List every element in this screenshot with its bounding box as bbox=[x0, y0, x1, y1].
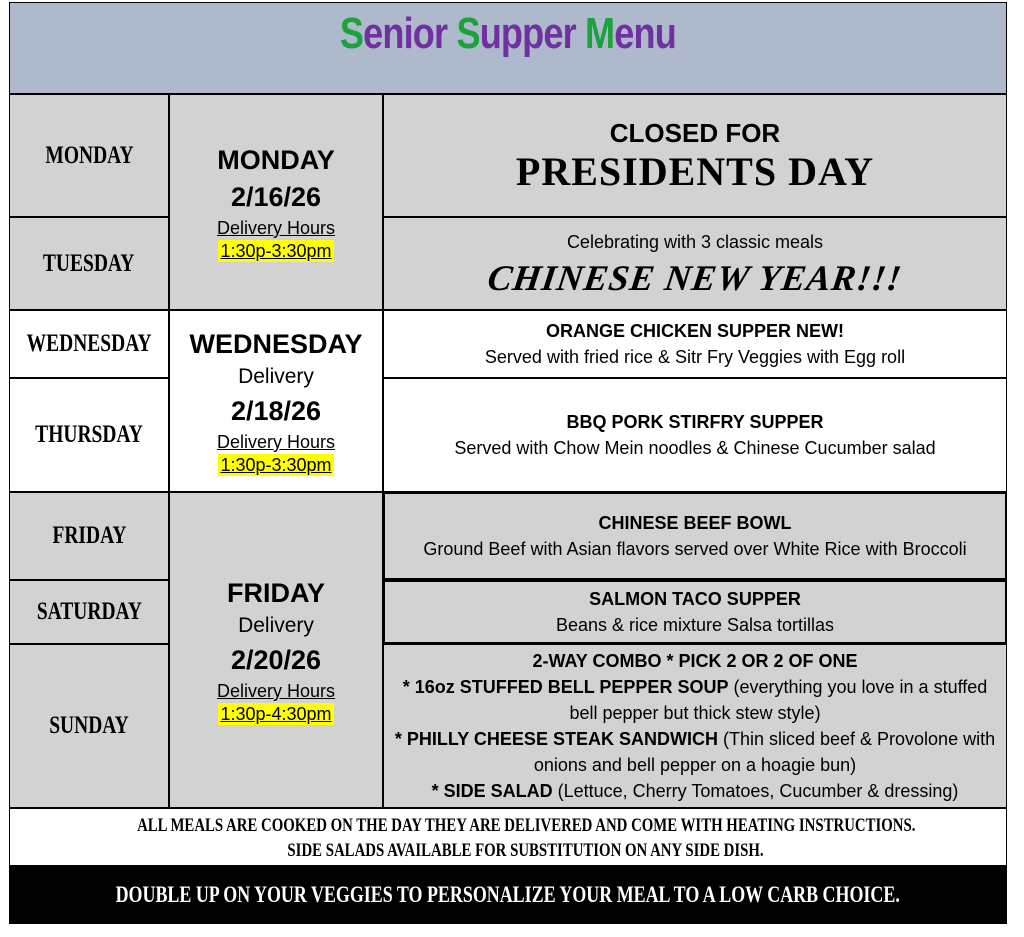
menu-header bbox=[9, 2, 1007, 94]
meal-cell-saturday: SALMON TACO SUPPER Beans & rice mixture Salsa tortillas bbox=[383, 580, 1007, 644]
day-cell-tuesday: TUESDAY bbox=[9, 217, 169, 310]
footer-banner: DOUBLE UP ON YOUR VEGGIES TO PERSONALIZE YOUR MEAL TO A LOW CARB CHOICE. bbox=[9, 866, 1007, 924]
day-cell-wednesday: WEDNESDAY bbox=[9, 310, 169, 378]
sunday-item-3: * SIDE SALAD (Lettuce, Cherry Tomatoes, Cucumber & dressing) bbox=[431, 781, 959, 801]
meal-cell-wednesday: ORANGE CHICKEN SUPPER NEW! Served with fried rice & Sitr Fry Veggies with Egg roll bbox=[383, 310, 1007, 378]
meal-cell-sunday: 2-WAY COMBO * PICK 2 OR 2 OF ONE * 16oz STUFFED BELL PEPPER SOUP (everything you love in a stuffed bell pepper but thick stew style) * PHILLY CHEESE STEAK SANDWICH (Thin sliced beef & Provolone with onions and bell pepper on a hoagie bun) * SIDE SALAD (Lettuce, Cherry Tomatoes, Cucumber & dressing) bbox=[383, 644, 1007, 808]
sunday-item-2: * PHILLY CHEESE STEAK SANDWICH (Thin sliced beef & Provolone with onions and bell pepper on a hoagie bun) bbox=[394, 729, 996, 775]
delivery-hours-highlight: 1:30p-3:30pm bbox=[220, 241, 332, 261]
day-cell-saturday: SATURDAY bbox=[9, 580, 169, 644]
meal-cell-monday: CLOSED FOR PRESIDENTS DAY bbox=[383, 94, 1007, 217]
delivery-cell-friday: FRIDAY Delivery 2/20/26 Delivery Hours 1:30p-4:30pm bbox=[169, 492, 383, 808]
day-cell-sunday: SUNDAY bbox=[9, 644, 169, 808]
meal-cell-tuesday: Celebrating with 3 classic meals CHINESE NEW YEAR!!! bbox=[383, 217, 1007, 310]
meal-cell-friday: CHINESE BEEF BOWL Ground Beef with Asian flavors served over White Rice with Broccoli bbox=[383, 492, 1007, 580]
page-title: Senior Supper Menu bbox=[339, 9, 677, 58]
delivery-cell-wednesday: WEDNESDAY Delivery 2/18/26 Delivery Hours 1:30p-3:30pm bbox=[169, 310, 383, 492]
meal-cell-thursday: BBQ PORK STIRFRY SUPPER Served with Chow Mein noodles & Chinese Cucumber salad bbox=[383, 378, 1007, 492]
day-cell-monday: MONDAY bbox=[9, 94, 169, 217]
footer-note: ALL MEALS ARE COOKED ON THE DAY THEY ARE DELIVERED AND COME WITH HEATING INSTRUCTIONS. SIDE SALADS AVAILABLE FOR SUBSTITUTION ON ANY SIDE DISH. bbox=[9, 808, 1007, 866]
delivery-hours-highlight: 1:30p-4:30pm bbox=[220, 704, 332, 724]
delivery-hours-highlight: 1:30p-3:30pm bbox=[220, 455, 332, 475]
day-cell-thursday: THURSDAY bbox=[9, 378, 169, 492]
delivery-cell-monday: MONDAY 2/16/26 Delivery Hours 1:30p-3:30pm bbox=[169, 94, 383, 310]
day-cell-friday: FRIDAY bbox=[9, 492, 169, 580]
sunday-item-1: * 16oz STUFFED BELL PEPPER SOUP (everything you love in a stuffed bell pepper but thick stew style) bbox=[402, 677, 988, 723]
